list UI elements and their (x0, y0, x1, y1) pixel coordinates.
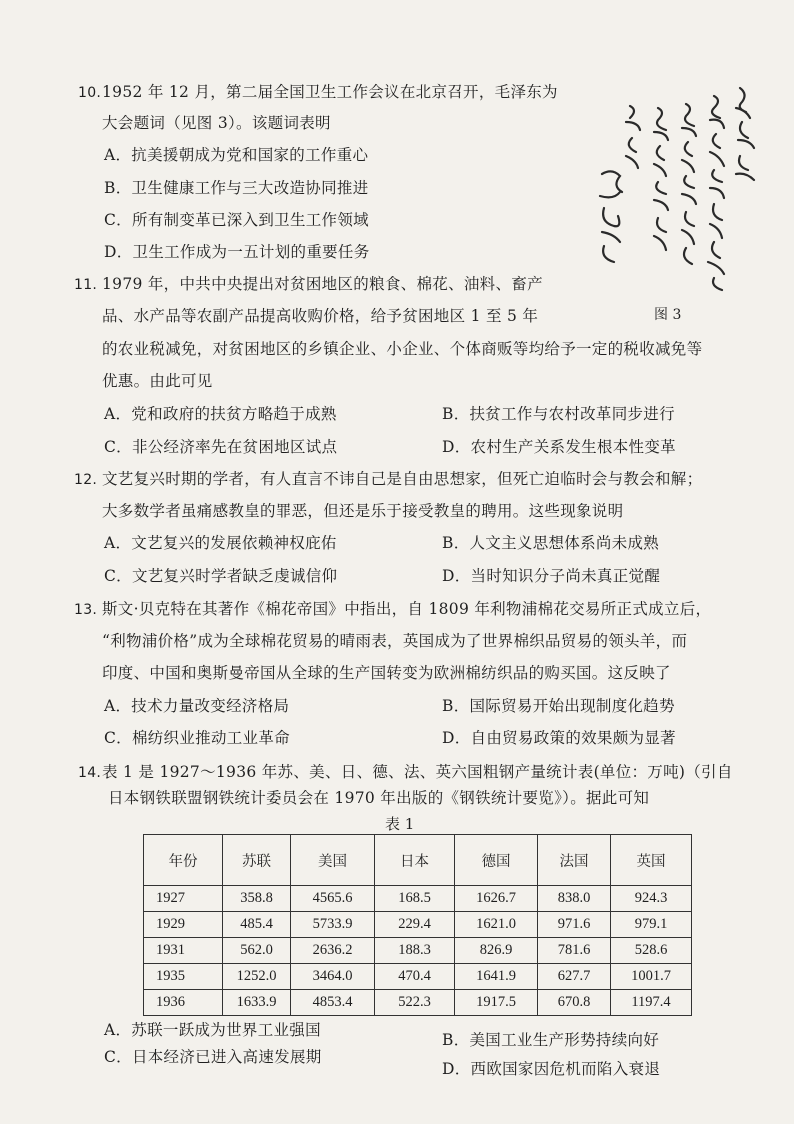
table-cell: 1931 (144, 938, 223, 964)
table-cell: 670.8 (538, 990, 611, 1016)
table-cell: 971.6 (538, 912, 611, 938)
q11-stem-line4: 优惠。由此可见 (102, 372, 213, 390)
table-1-title: 表 1 (385, 815, 415, 833)
q14-stem-line1: 表 1 是 1927～1936 年苏、美、日、德、法、英六国粗钢产量统计表(单位：万吨)（引自 (102, 763, 733, 781)
q11-number: 11. (74, 277, 98, 293)
table-cell: 1641.9 (455, 964, 538, 990)
calligraphy-inscription-image (590, 78, 770, 308)
table-cell: 5733.9 (291, 912, 375, 938)
table-cell: 562.0 (223, 938, 291, 964)
table-cell: 2636.2 (291, 938, 375, 964)
table-cell: 1935 (144, 964, 223, 990)
q14-option-b: B．美国工业生产形势持续向好 (442, 1031, 660, 1049)
table-cell: 470.4 (375, 964, 455, 990)
q14-option-a: A．苏联一跃成为世界工业强国 (104, 1021, 321, 1039)
table-cell: 528.6 (611, 938, 692, 964)
q11-stem-line3: 的农业税减免，对贫困地区的乡镇企业、小企业、个体商贩等均给予一定的税收减免等 (102, 340, 703, 358)
table-cell: 781.6 (538, 938, 611, 964)
q13-option-d: D．自由贸易政策的效果颇为显著 (442, 729, 676, 747)
q10-option-d: D．卫生工作成为一五计划的重要任务 (104, 243, 370, 261)
q13-number: 13. (74, 602, 98, 618)
table-row (144, 938, 692, 964)
table-row (144, 886, 692, 912)
q12-option-d: D．当时知识分子尚未真正觉醒 (442, 567, 661, 585)
table-cell: 1001.7 (611, 964, 692, 990)
steel-output-table (143, 834, 692, 1016)
table-cell: 1917.5 (455, 990, 538, 1016)
table-cell: 188.3 (375, 938, 455, 964)
q14-option-c: C．日本经济已进入高速发展期 (104, 1048, 322, 1066)
table-cell: 979.1 (611, 912, 692, 938)
q12-option-a: A．文艺复兴的发展依赖神权庇佑 (104, 534, 337, 552)
q12-option-c: C．文艺复兴时学者缺乏虔诚信仰 (104, 567, 338, 585)
table-header-row (144, 835, 692, 886)
table-cell: 627.7 (538, 964, 611, 990)
q11-option-d: D．农村生产关系发生根本性变革 (442, 438, 676, 456)
table-cell: 485.4 (223, 912, 291, 938)
table-cell: 229.4 (375, 912, 455, 938)
table-cell: 1927 (144, 886, 223, 912)
q10-option-c: C．所有制变革已深入到卫生工作领域 (104, 211, 369, 229)
table-cell: 1633.9 (223, 990, 291, 1016)
table-cell: 1626.7 (455, 886, 538, 912)
table-cell: 358.8 (223, 886, 291, 912)
q11-option-c: C．非公经济率先在贫困地区试点 (104, 438, 338, 456)
q14-option-d: D．西欧国家因危机而陷入衰退 (442, 1060, 661, 1078)
q13-option-b: B．国际贸易开始出现制度化趋势 (442, 697, 675, 715)
table-cell: 1252.0 (223, 964, 291, 990)
q10-stem-line1: 1952 年 12 月，第二届全国卫生工作会议在北京召开，毛泽东为 (102, 83, 558, 101)
table-header-cell: 年份 (144, 835, 223, 886)
figure-3-caption: 图 3 (654, 307, 682, 323)
table-cell: 3464.0 (291, 964, 375, 990)
q10-option-a: A．抗美援朝成为党和国家的工作重心 (104, 146, 369, 164)
q12-stem-line2: 大多数学者虽痛感教皇的罪恶，但还是乐于接受教皇的聘用。这些现象说明 (102, 502, 624, 520)
q11-stem-line2: 品、水产品等农副产品提高收购价格，给予贫困地区 1 至 5 年 (102, 307, 539, 325)
q13-option-c: C．棉纺织业推动工业革命 (104, 729, 290, 747)
table-cell: 4853.4 (291, 990, 375, 1016)
q14-number: 14. (78, 765, 102, 781)
q14-stem-line2: 日本钢铁联盟钢铁统计委员会在 1970 年出版的《钢铁统计要览》）。据此可知 (108, 789, 650, 807)
table-cell: 1621.0 (455, 912, 538, 938)
table-row (144, 990, 692, 1016)
table-header-cell: 英国 (611, 835, 692, 886)
q11-option-b: B．扶贫工作与农村改革同步进行 (442, 405, 675, 423)
q13-stem-line3: 印度、中国和奥斯曼帝国从全球的生产国转变为欧洲棉纺织品的购买国。这反映了 (102, 664, 671, 682)
table-cell: 924.3 (611, 886, 692, 912)
table-header-cell: 日本 (375, 835, 455, 886)
table-header-cell: 德国 (455, 835, 538, 886)
q11-stem-line1: 1979 年，中共中央提出对贫困地区的粮食、棉花、油料、畜产 (102, 275, 543, 293)
table-cell: 1936 (144, 990, 223, 1016)
table-header-cell: 美国 (291, 835, 375, 886)
q12-stem-line1: 文艺复兴时期的学者，有人直言不讳自己是自由思想家，但死亡迫临时会与教会和解； (102, 470, 703, 488)
table-row (144, 964, 692, 990)
q10-option-b: B．卫生健康工作与三大改造协同推进 (104, 179, 369, 197)
q13-option-a: A．技术力量改变经济格局 (104, 697, 290, 715)
q10-stem-line2: 大会题词（见图 3）。该题词表明 (102, 114, 331, 132)
table-cell: 826.9 (455, 938, 538, 964)
q12-number: 12. (74, 472, 98, 488)
table-cell: 1197.4 (611, 990, 692, 1016)
table-cell: 838.0 (538, 886, 611, 912)
q11-option-a: A．党和政府的扶贫方略趋于成熟 (104, 405, 337, 423)
table-header-cell: 法国 (538, 835, 611, 886)
table-cell: 1929 (144, 912, 223, 938)
q12-option-b: B．人文主义思想体系尚未成熟 (442, 534, 660, 552)
table-header-cell: 苏联 (223, 835, 291, 886)
q13-stem-line1: 斯文·贝克特在其著作《棉花帝国》中指出，自 1809 年利物浦棉花交易所正式成立后， (102, 600, 712, 618)
q10-number: 10. (78, 85, 102, 101)
table-row (144, 912, 692, 938)
table-cell: 168.5 (375, 886, 455, 912)
q13-stem-line2: “利物浦价格”成为全球棉花贸易的晴雨表，英国成为了世界棉织品贸易的领头羊，而 (102, 632, 688, 650)
table-cell: 522.3 (375, 990, 455, 1016)
table-cell: 4565.6 (291, 886, 375, 912)
